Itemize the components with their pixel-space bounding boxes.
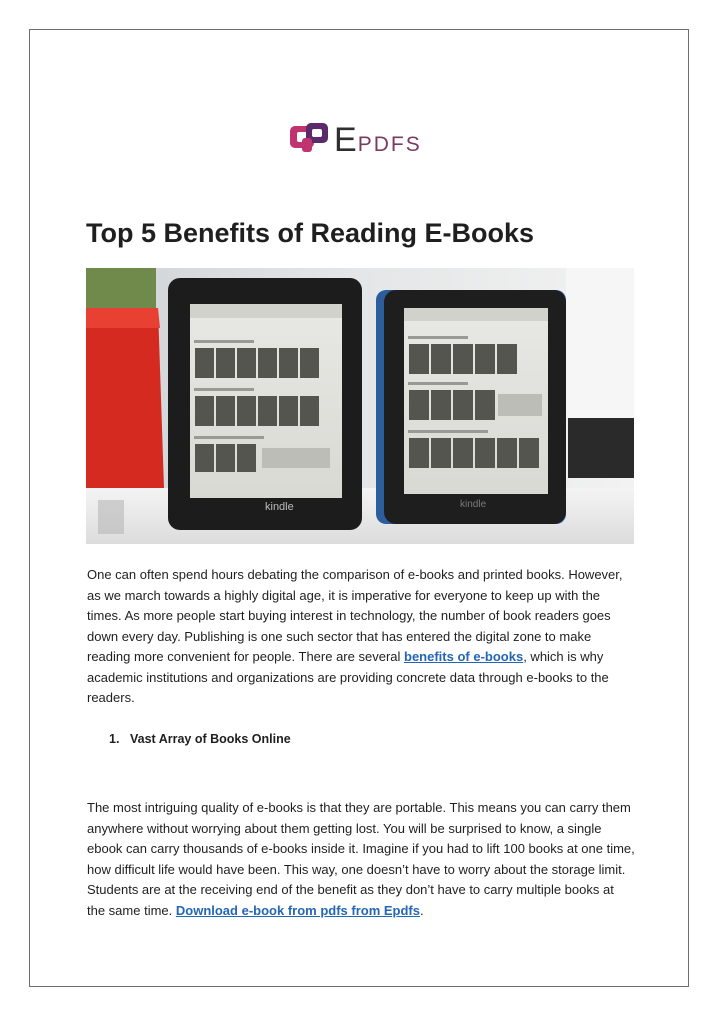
logo-wordmark: EPDFS [334, 121, 422, 159]
download-ebook-link[interactable]: Download e-book from pdfs from Epdfs [175, 902, 420, 918]
kindle-photo [86, 268, 634, 544]
list-item-vast-array [109, 732, 291, 746]
svg-text:kindle: kindle [460, 499, 487, 510]
page-title: Top 5 Benefits of Reading E-Books [86, 218, 535, 248]
epdfs-logo[interactable] [288, 120, 438, 162]
section1-paragraph: The most intriguing quality of e-books is that they are portable. This means you can carry them anywhere without worrying about them getting lost. You will be surprised to know, a single ebook can carry thousands of e-books inside it. Imagine if you had to lift 100 books at one time, how difficult life would have been. This way, one doesn’t have to worry about the storage limit. Students are at the receiving end of the benefit as they don’t have to carry multiple books at the same time. Download e-book from pdfs from Epdfs. [87, 800, 635, 918]
logo-mark-icon [288, 120, 334, 158]
intro-paragraph: One can often spend hours debating the comparison of e-books and printed books. However, as we march towards a highly digital age, it is imperative for everyone to keep up with the times. As more people start buying interest in technology, the number of book readers goes down every day. Publishing is one such sector that has entered the digital zone to make reading more convenient for people. There are several benefits of e-books, which is why academic institutions and organizations are providing concrete data through e-books to the readers. [87, 567, 623, 705]
hero-image-kindles [86, 268, 634, 544]
svg-text:kindle: kindle [265, 501, 294, 513]
list-label: Vast Array of Books Online [130, 732, 291, 746]
benefits-of-ebooks-link[interactable]: benefits of e-books [404, 649, 524, 664]
list-number: 1. [109, 732, 120, 746]
